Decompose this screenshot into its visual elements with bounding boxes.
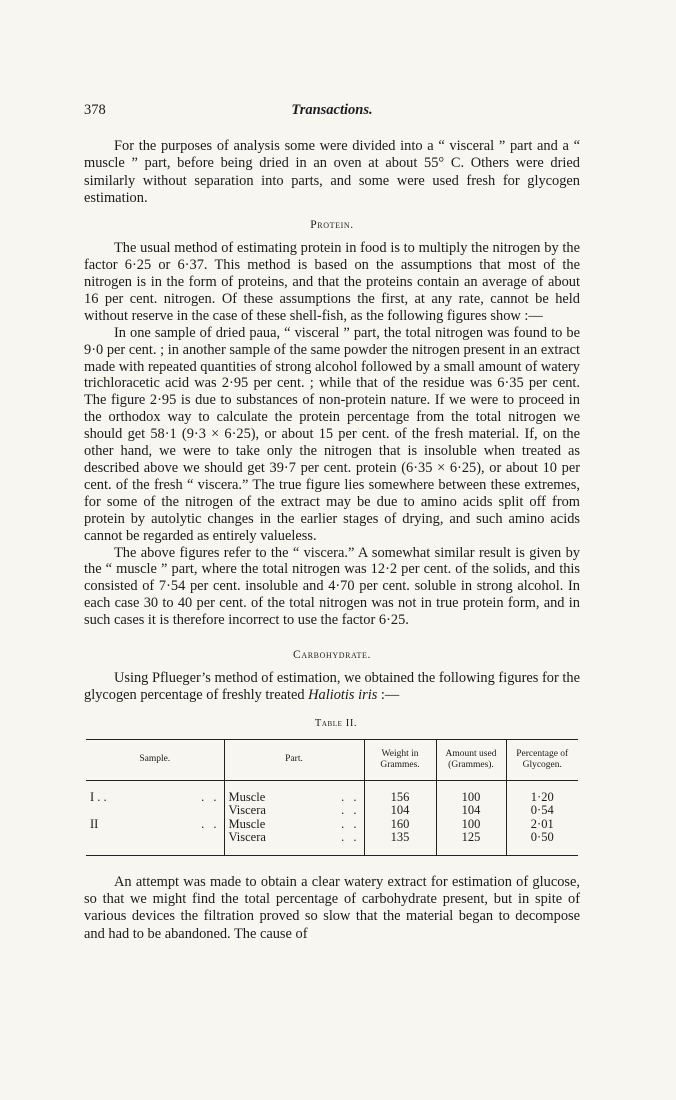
cell-part: Muscle xyxy=(228,789,266,804)
protein-paragraph-3: The above figures refer to the “ viscera.” A somewhat similar result is given by the “ muscle ” part, where the total nitrogen was 12·2 per cent. of the solids, and this consisted of 7·54 per cent. insoluble and 4·70 per cent. soluble in strong alcohol. In each case 30 to 40 per cent. of the total nitrogen was not in true protein form, and in such cases it is therefore incorrect to use the factor 6·25. xyxy=(84,544,580,629)
carbohydrate-intro xyxy=(84,670,580,705)
cell-weight: 104 xyxy=(364,804,436,818)
leader-dots: . . xyxy=(341,789,360,804)
leader-dots: . . xyxy=(341,816,360,831)
page-number: 378 xyxy=(84,102,106,118)
protein-paragraph-1: The usual method of estimating protein in food is to multiply the nitrogen by the factor 6·25 or 6·37. This method is based on the assumptions that most of the nitrogen is in the form of proteins, and that the proteins contain an average of about 16 per cent. nitrogen. Of these assumptions the first, at any rate, cannot be held without reserve in the case of these shell-fish, as the following figures show :— xyxy=(84,240,580,324)
cell-percentage: 2·01 xyxy=(506,818,578,832)
closing-paragraph: An attempt was made to obtain a clear watery extract for estimation of glucose, so that we might find the total percentage of carbohydrate present, but in spite of various devices the filtration proved so slow that the material began to decompose and had to be abandoned. The cause of xyxy=(84,873,580,942)
cell-sample: II xyxy=(90,816,99,831)
cell-part: Muscle xyxy=(228,816,266,831)
table-row xyxy=(86,831,578,855)
leader-dots: . . xyxy=(341,830,360,845)
carbohydrate-intro-end: :— xyxy=(377,687,400,704)
cell-amount: 125 xyxy=(436,831,506,855)
table-row xyxy=(86,818,578,832)
col-header-part: Part. xyxy=(224,739,364,780)
table-caption: Table II. xyxy=(314,717,358,729)
species-name: Haliotis iris xyxy=(308,687,378,704)
cell-percentage: 1·20 xyxy=(506,791,578,805)
cell-amount: 100 xyxy=(436,791,506,805)
cell-weight: 135 xyxy=(364,831,436,855)
cell-percentage: 0·50 xyxy=(506,831,578,855)
leader-dots: . . xyxy=(201,789,220,804)
cell-amount: 104 xyxy=(436,804,506,818)
leader-dots: . . xyxy=(201,816,220,831)
leader-dots: . . xyxy=(341,803,360,818)
cell-part: Viscera xyxy=(228,830,266,845)
page-header xyxy=(84,102,580,124)
col-header-weight: Weight in Grammes. xyxy=(364,739,436,780)
protein-paragraph-2: In one sample of dried paua, “ visceral ” part, the total nitrogen was found to be 9·0 per cent. ; in another sample of the same powder the nitrogen present in an extract made with repeated quantities of strong alcohol followed by a small amount of watery trichloracetic acid was 2·95 per cent. ; while that of the residue was 6·35 per cent. The figure 2·95 is due to substances of non-protein nature. If we were to proceed in the orthodox way to calculate the protein percentage from the total nitrogen we should get 58·1 (9·3 × 6·25), or about 15 per cent. of the fresh material. If, on the other hand, we were to take only the nitrogen that is insoluble when treated as described above we should get 39·7 per cent. protein (6·35 × 6·25), or about 10 per cent. of the fresh “ viscera.” The true figure lies somewhere between these extremes, for some of the nitrogen of the extract may be due to amino acids split off from protein by autolytic changes in the earlier stages of drying, and such amino acids cannot be regarded as entirely valueless. xyxy=(84,324,580,544)
col-header-sample: Sample. xyxy=(86,739,224,780)
page xyxy=(84,102,580,943)
cell-weight: 160 xyxy=(364,818,436,832)
col-header-percentage: Percentage of Glycogen. xyxy=(506,739,578,780)
carbohydrate-intro-text: Using Pflueger’s method of estimation, we obtained the following figures for the glycogen percentage of freshly treated xyxy=(84,670,580,704)
intro-paragraph: For the purposes of analysis some were divided into a “ visceral ” part and a “ muscle ” part, before being dried in an oven at about 55° C. Others were dried similarly without separation into parts, and some were used fresh for glycogen estimation. xyxy=(84,138,580,206)
table-row xyxy=(86,791,578,805)
section-heading-protein: Protein. xyxy=(310,219,354,232)
cell-percentage: 0·54 xyxy=(506,804,578,818)
col-header-amount: Amount used (Grammes). xyxy=(436,739,506,780)
cell-amount: 100 xyxy=(436,818,506,832)
cell-sample: I . . xyxy=(90,789,107,804)
glycogen-table xyxy=(86,739,578,856)
cell-part: Viscera xyxy=(228,803,266,818)
table-row xyxy=(86,804,578,818)
section-heading-carbohydrate: Carbohydrate. xyxy=(293,649,371,662)
running-title: Transactions. xyxy=(291,102,373,118)
table-header-row xyxy=(86,739,578,780)
cell-weight: 156 xyxy=(364,791,436,805)
